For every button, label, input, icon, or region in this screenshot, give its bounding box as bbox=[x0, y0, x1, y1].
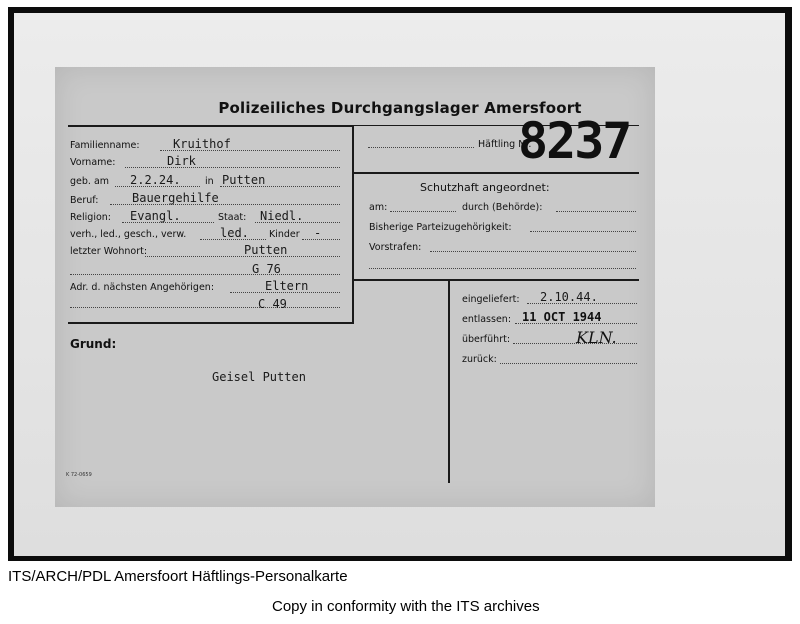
dots-vorstrafen-2 bbox=[369, 268, 636, 269]
dots-durch bbox=[556, 211, 636, 212]
value-familienname: Kruithof bbox=[173, 137, 231, 151]
dots-wohnort bbox=[145, 256, 340, 257]
form-code: K 72-0659 bbox=[66, 472, 92, 478]
left-box-top-rule bbox=[68, 125, 354, 127]
label-am: am: bbox=[369, 202, 388, 213]
label-vorstrafen: Vorstrafen: bbox=[369, 242, 422, 253]
label-durch: durch (Behörde): bbox=[462, 202, 543, 213]
dots-partei bbox=[530, 231, 636, 232]
value-beruf: Bauergehilfe bbox=[132, 191, 219, 205]
label-eingeliefert: eingeliefert: bbox=[462, 294, 520, 305]
value-familienstand: led. bbox=[220, 226, 249, 240]
label-entlassen: entlassen: bbox=[462, 314, 512, 325]
label-staat: Staat: bbox=[218, 212, 247, 223]
number-box-bottom-rule bbox=[354, 172, 639, 174]
dots-haeftling bbox=[368, 147, 474, 148]
dots-am bbox=[390, 211, 456, 212]
left-box-bottom-rule bbox=[68, 322, 354, 324]
value-grund: Geisel Putten bbox=[212, 370, 306, 384]
label-familienstand: verh., led., gesch., verw. bbox=[70, 229, 187, 240]
value-wohnort: Putten bbox=[244, 243, 288, 257]
value-eingeliefert: 2.10.44. bbox=[540, 290, 598, 304]
label-vorname: Vorname: bbox=[70, 157, 116, 168]
source-caption: ITS/ARCH/PDL Amersfoort Häftlings-Personalkarte bbox=[8, 568, 348, 585]
value-religion: Evangl. bbox=[130, 209, 181, 223]
value-geb-ort: Putten bbox=[222, 173, 266, 187]
label-partei: Bisherige Parteizugehörigkeit: bbox=[369, 222, 512, 233]
prisoner-number: 8237 bbox=[518, 112, 631, 170]
label-religion: Religion: bbox=[70, 212, 112, 223]
dots-ueberfuehrt bbox=[513, 343, 637, 344]
value-geb-datum: 2.2.24. bbox=[130, 173, 181, 187]
value-entlassen-stamp: 11 OCT 1944 bbox=[522, 310, 602, 324]
dots-vorname bbox=[125, 167, 340, 168]
dots-wohnort-2 bbox=[70, 274, 340, 275]
value-ueberfuehrt: KLN. bbox=[576, 328, 617, 347]
label-familienname: Familienname: bbox=[70, 140, 140, 151]
label-grund: Grund: bbox=[70, 337, 117, 351]
dates-divider-rule bbox=[448, 280, 450, 483]
conformity-caption: Copy in conformity with the ITS archives bbox=[272, 598, 540, 615]
label-kinder: Kinder bbox=[269, 229, 300, 240]
dots-zurueck bbox=[500, 363, 637, 364]
label-beruf: Beruf: bbox=[70, 195, 99, 206]
value-wohnort-nr: G 76 bbox=[252, 262, 281, 276]
schutzhaft-bottom-rule bbox=[354, 279, 639, 281]
card-title: Polizeiliches Durchgangslager Amersfoort bbox=[218, 99, 582, 117]
value-angehoerige: Eltern bbox=[265, 279, 309, 293]
label-angehoerige: Adr. d. nächsten Angehörigen: bbox=[70, 282, 215, 293]
label-geb-in: in bbox=[205, 176, 214, 187]
label-schutzhaft: Schutzhaft angeordnet: bbox=[420, 181, 550, 194]
label-wohnort: letzter Wohnort: bbox=[70, 246, 148, 257]
label-ueberfuehrt: überführt: bbox=[462, 334, 511, 345]
label-geb-am: geb. am bbox=[70, 176, 110, 187]
value-angehoerige-nr: C 49 bbox=[258, 297, 287, 311]
label-zurueck: zurück: bbox=[462, 354, 497, 365]
dots-vorstrafen bbox=[430, 251, 636, 252]
value-staat: Niedl. bbox=[260, 209, 304, 223]
left-box-right-rule bbox=[352, 125, 354, 324]
label-haeftling-nr: Häftling Nr. bbox=[478, 139, 532, 150]
value-kinder: - bbox=[314, 226, 322, 240]
dots-angehoerige-2 bbox=[70, 307, 340, 308]
value-vorname: Dirk bbox=[167, 154, 196, 168]
